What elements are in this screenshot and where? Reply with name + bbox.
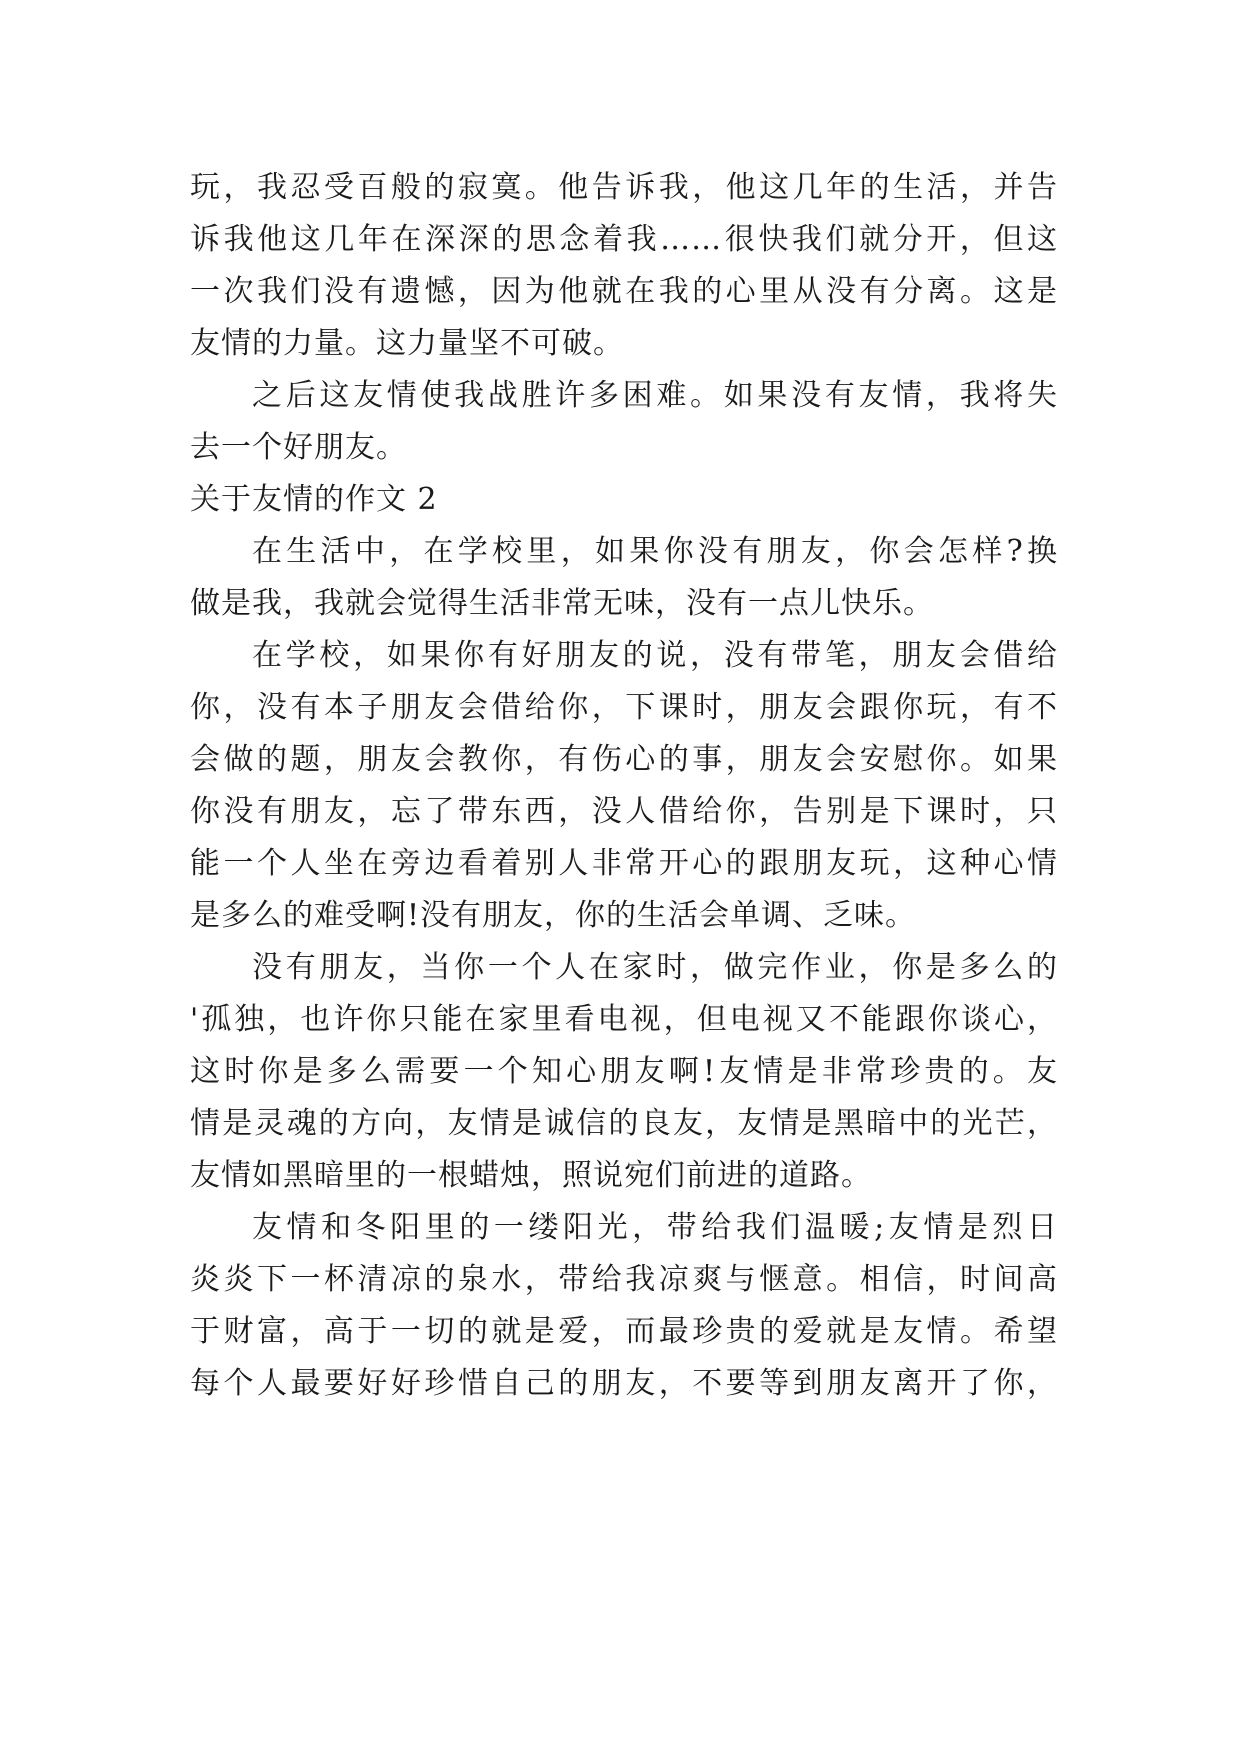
text-line: 友情和冬阳里的一缕阳光，带给我们温暖;友情是烈日 xyxy=(252,1210,1058,1245)
paragraph xyxy=(190,1202,1058,1410)
text-line: 情是灵魂的方向，友情是诚信的良友，友情是黑暗中的光芒， xyxy=(190,1106,1058,1141)
text-line: 这时你是多么需要一个知心朋友啊!友情是非常珍贵的。友 xyxy=(190,1054,1058,1089)
text-line: 你，没有本子朋友会借给你，下课时，朋友会跟你玩，有不 xyxy=(190,690,1058,725)
text-line: 每个人最要好好珍惜自己的朋友，不要等到朋友离开了你， xyxy=(190,1366,1058,1401)
text-line: 友情的力量。这力量坚不可破。 xyxy=(190,326,624,361)
text-line: 一次我们没有遗憾，因为他就在我的心里从没有分离。这是 xyxy=(190,274,1058,309)
text-line: 没有朋友，当你一个人在家时，做完作业，你是多么的 xyxy=(252,950,1058,985)
paragraph xyxy=(190,370,1058,474)
section-heading: 关于友情的作文 2 xyxy=(190,482,438,517)
paragraph xyxy=(190,942,1058,1202)
text-line: 炎炎下一杯清凉的泉水，带给我凉爽与惬意。相信，时间高 xyxy=(190,1262,1058,1297)
paragraph xyxy=(190,162,1058,370)
text-line: '孤独，也许你只能在家里看电视，但电视又不能跟你谈心， xyxy=(190,1002,1058,1037)
text-line: 做是我，我就会觉得生活非常无味，没有一点儿快乐。 xyxy=(190,586,934,621)
paragraph xyxy=(190,526,1058,630)
text-line: 你没有朋友，忘了带东西，没人借给你，告别是下课时，只 xyxy=(190,794,1058,829)
document-body xyxy=(190,162,1058,1410)
paragraph xyxy=(190,630,1058,942)
text-line: 在生活中，在学校里，如果你没有朋友，你会怎样?换 xyxy=(252,534,1058,569)
text-line: 玩，我忍受百般的寂寞。他告诉我，他这几年的生活，并告 xyxy=(190,170,1058,205)
text-line: 于财富，高于一切的就是爱，而最珍贵的爱就是友情。希望 xyxy=(190,1314,1058,1349)
text-line: 是多么的难受啊!没有朋友，你的生活会单调、乏味。 xyxy=(190,898,917,933)
text-line: 在学校，如果你有好朋友的说，没有带笔，朋友会借给 xyxy=(252,638,1058,673)
text-line: 会做的题，朋友会教你，有伤心的事，朋友会安慰你。如果 xyxy=(190,742,1058,777)
text-line: 去一个好朋友。 xyxy=(190,430,407,465)
text-line: 友情如黑暗里的一根蜡烛，照说宛们前进的道路。 xyxy=(190,1158,872,1193)
text-line: 能一个人坐在旁边看着别人非常开心的跟朋友玩，这种心情 xyxy=(190,846,1058,881)
text-line: 之后这友情使我战胜许多困难。如果没有友情，我将失 xyxy=(252,378,1058,413)
text-line: 诉我他这几年在深深的思念着我……很快我们就分开，但这 xyxy=(190,222,1058,257)
